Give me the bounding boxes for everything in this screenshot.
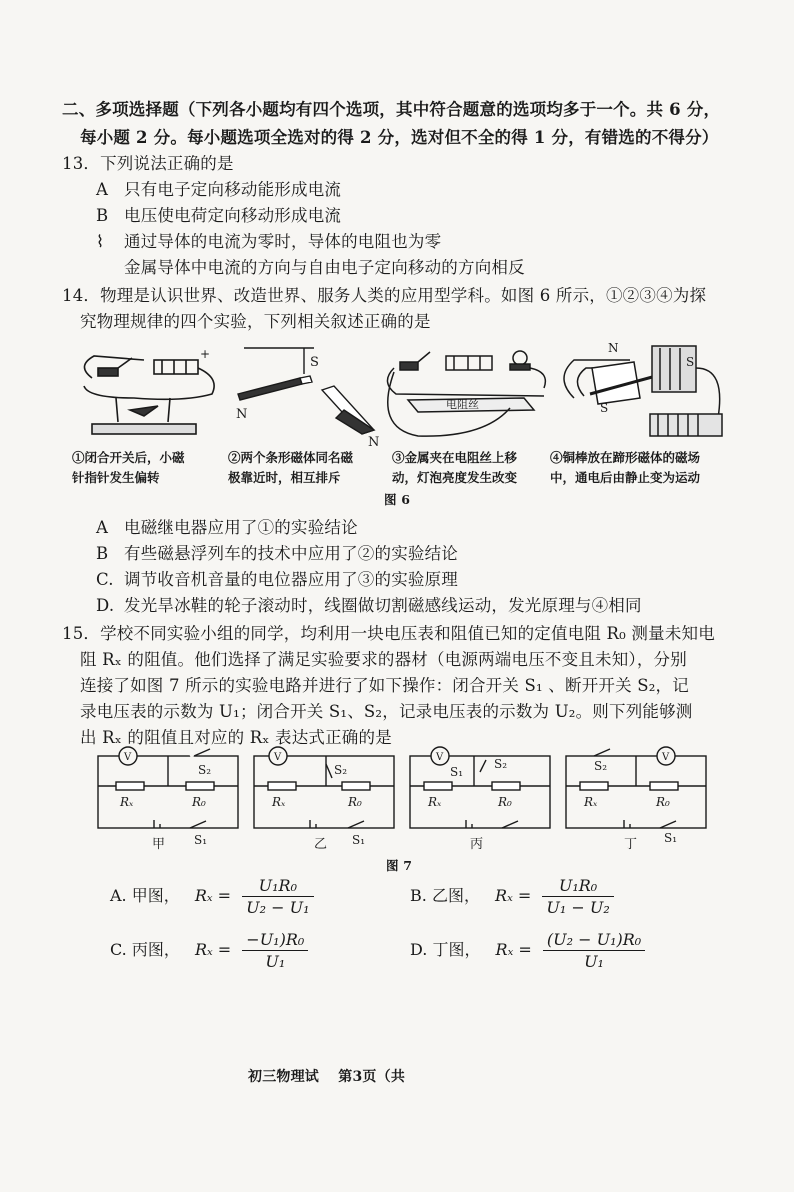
formula-fraction — [242, 876, 313, 917]
q14-option-d — [96, 592, 642, 616]
numerator: U₁R₀ — [242, 876, 313, 897]
option-text: 发光旱冰鞋的轮子滚动时，线圈做切割磁感线运动，发光原理与④相同 — [124, 596, 642, 615]
voltmeter-icon: V — [436, 752, 444, 763]
option-text: 通过导体的电流为零时，导体的电阻也为零 — [124, 232, 442, 251]
circuit-bing — [410, 747, 550, 828]
magnet-label: N — [236, 407, 248, 422]
fig6-panel-1 — [84, 347, 214, 434]
fig6-caption-3 — [392, 448, 517, 488]
formula-fraction — [242, 930, 308, 971]
caption-line: 极靠近时，相互排斥 — [228, 470, 341, 485]
fig6-caption-4 — [550, 448, 700, 488]
option-text: 只有电子定向移动能形成电流 — [124, 180, 342, 199]
numerator: U₁R₀ — [542, 876, 613, 897]
voltmeter-icon: V — [274, 752, 282, 763]
q14-stem-line2: 究物理规律的四个实验，下列相关叙述正确的是 — [80, 312, 431, 331]
q15-stem-line5: 出 Rₓ 的阻值且对应的 Rₓ 表达式正确的是 — [80, 728, 392, 747]
resistor-label: R₀ — [192, 795, 206, 809]
fig7-title: 图 7 — [386, 858, 413, 873]
switch-label: S₁ — [450, 765, 464, 779]
q15-stem-line2: 阻 Rₓ 的阻值。他们选择了满足实验要求的器材（电源两端电压不变且未知），分别 — [80, 650, 687, 669]
fig6-panel-4 — [564, 341, 722, 436]
voltmeter-icon: V — [662, 752, 670, 763]
svg-text:+: + — [200, 347, 211, 361]
q14-option-c — [96, 566, 458, 590]
option-text: 电压使电荷定向移动形成电流 — [124, 206, 342, 225]
q15-stem-line1: 15．学校不同实验小组的同学，均利用一块电压表和阻值已知的定值电阻 R₀ 测量未知电 — [62, 624, 715, 643]
circuit-name: 甲 — [152, 837, 166, 852]
numerator: −U₁)R₀ — [242, 930, 308, 951]
option-label: 乙图， — [431, 886, 480, 905]
circuit-name: 乙 — [314, 837, 328, 852]
option-letter: C. — [96, 570, 114, 589]
denominator: U₁ — [265, 952, 286, 971]
q13-option-c — [96, 228, 441, 252]
option-text: 金属导体中电流的方向与自由电子定向移动的方向相反 — [124, 258, 525, 277]
q15-stem-line3: 连接了如图 7 所示的实验电路并进行了如下操作：闭合开关 S₁ 、断开开关 S₂，记 — [80, 676, 689, 695]
option-letter: C. — [110, 940, 127, 959]
q13-stem: 13．下列说法正确的是 — [62, 154, 234, 173]
page-footer: 初三物理试 第3页（共 — [248, 1069, 406, 1085]
formula-lhs: Rₓ = — [495, 940, 532, 959]
option-letter: B — [96, 206, 109, 225]
q15-option-d — [410, 930, 645, 971]
fig6-panel-2 — [236, 348, 379, 450]
option-letter: D. — [410, 940, 428, 959]
resistor-label: Rₓ — [272, 795, 286, 809]
q13-option-b — [96, 202, 341, 226]
formula-fraction — [542, 876, 613, 917]
q15-stem-line4: 录电压表的示数为 U₁；闭合开关 S₁、S₂，记录电压表的示数为 U₂。则下列能够测 — [80, 702, 693, 721]
q14-option-a — [96, 514, 358, 538]
formula-fraction — [543, 930, 645, 971]
switch-label: S₂ — [198, 763, 212, 777]
resistor-label: R₀ — [348, 795, 362, 809]
option-letter: ⌇ — [96, 232, 105, 251]
magnet-label: S — [600, 401, 609, 415]
q15-option-b — [410, 876, 614, 917]
fig6-caption-1 — [72, 448, 185, 488]
switch-label: S₂ — [594, 759, 608, 773]
option-label: 丙图， — [131, 940, 180, 959]
resistor-label: R₀ — [656, 795, 670, 809]
switch-label: S₁ — [352, 833, 366, 847]
switch-label: S₁ — [194, 833, 208, 847]
caption-line: ③金属夹在电阻丝上移 — [392, 450, 518, 465]
q14-stem-line1: 14．物理是认识世界、改造世界、服务人类的应用型学科。如图 6 所示，①②③④为探 — [62, 286, 707, 305]
caption-line: ②两个条形磁体同名磁 — [228, 450, 354, 465]
option-text: 有些磁悬浮列车的技术中应用了②的实验结论 — [124, 544, 458, 563]
section-heading-line2: 每小题 2 分。每小题选项全选对的得 2 分，选对但不全的得 1 分，有错选的不得分） — [80, 128, 719, 147]
q15-option-a — [110, 876, 314, 917]
caption-line: ①闭合开关后，小磁 — [72, 450, 185, 465]
circuit-name: 丁 — [624, 837, 638, 852]
magnet-label: S — [686, 355, 695, 369]
caption-line: 针指针发生偏转 — [72, 470, 160, 485]
denominator: U₁ — [584, 952, 604, 971]
resistor-label: Rₓ — [428, 795, 442, 809]
formula-lhs: Rₓ = — [194, 940, 232, 959]
fig6-caption-2 — [228, 448, 353, 488]
option-text: 电磁继电器应用了①的实验结论 — [124, 518, 358, 537]
q13-option-a — [96, 176, 341, 200]
denominator: U₂ − U₁ — [246, 898, 310, 917]
resistor-label: Rₓ — [120, 795, 134, 809]
figure-7 — [94, 744, 714, 852]
fig6-panel-3 — [387, 351, 545, 436]
circuit-name: 丙 — [470, 837, 484, 852]
caption-line: 中，通电后由静止变为运动 — [550, 470, 701, 485]
switch-label: S₂ — [494, 757, 508, 771]
option-label: 丁图， — [432, 940, 481, 959]
figure-6 — [74, 338, 734, 450]
numerator: (U₂ − U₁)R₀ — [543, 930, 645, 951]
option-text: 调节收音机音量的电位器应用了③的实验原理 — [124, 570, 458, 589]
option-letter: A — [96, 518, 109, 537]
circuit-ding — [566, 747, 706, 828]
switch-label: S₁ — [664, 831, 678, 845]
resistor-label: R₀ — [498, 795, 512, 809]
voltmeter-icon: V — [124, 752, 132, 763]
q13-option-d — [96, 254, 525, 278]
q14-option-b — [96, 540, 458, 564]
option-letter: B. — [410, 886, 427, 905]
section-heading-line1: 二、多项选择题（下列各小题均有四个选项，其中符合题意的选项均多于一个。共 6 分， — [62, 100, 721, 119]
resistor-label: Rₓ — [584, 795, 598, 809]
circuit-jia — [98, 747, 238, 828]
option-label: 甲图， — [131, 886, 180, 905]
denominator: U₁ − U₂ — [546, 898, 610, 917]
resistance-wire-label: 电阻丝 — [446, 398, 479, 411]
caption-line: 动，灯泡亮度发生改变 — [392, 470, 518, 485]
formula-lhs: Rₓ = — [495, 886, 532, 905]
fig6-title: 图 6 — [384, 492, 411, 507]
magnet-label: S — [310, 355, 319, 370]
magnet-label: N — [368, 435, 380, 450]
caption-line: ④铜棒放在蹄形磁体的磁场 — [550, 450, 701, 465]
magnet-label: N — [608, 341, 619, 355]
switch-label: S₂ — [334, 763, 348, 777]
q15-option-c — [110, 930, 308, 971]
option-letter: A — [96, 180, 109, 199]
option-letter: B — [96, 544, 109, 563]
option-letter: D. — [96, 596, 115, 615]
formula-lhs: Rₓ = — [194, 886, 232, 905]
option-letter: A. — [110, 886, 127, 905]
